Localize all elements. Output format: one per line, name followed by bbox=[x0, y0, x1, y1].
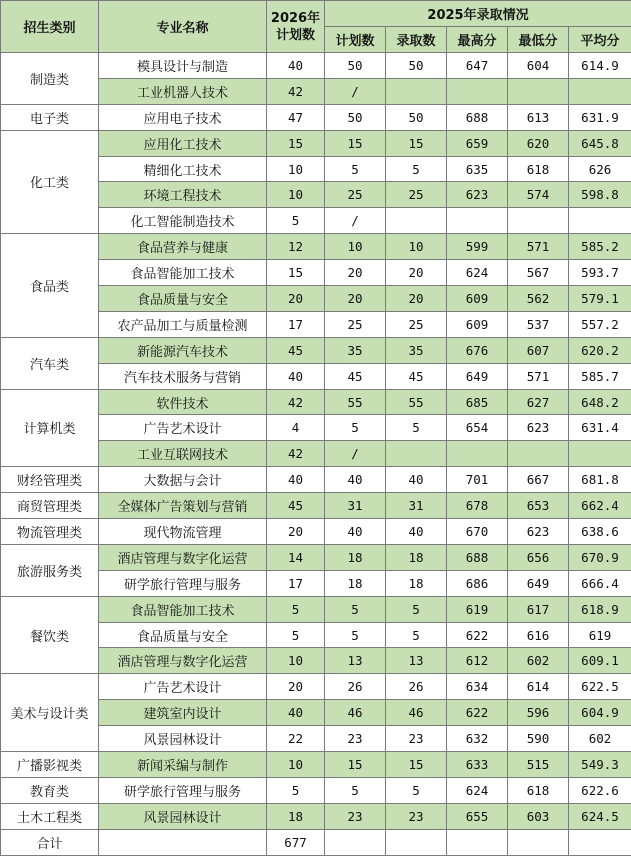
admitted-cell: 25 bbox=[386, 311, 447, 337]
min-score-cell: 613 bbox=[508, 104, 569, 130]
avg-score-cell: 670.9 bbox=[569, 544, 631, 570]
avg-score-cell: 638.6 bbox=[569, 519, 631, 545]
min-score-cell: 571 bbox=[508, 363, 569, 389]
plan-2026-cell: 45 bbox=[267, 337, 325, 363]
total-empty-cell bbox=[569, 829, 631, 855]
plan-2025-cell: 5 bbox=[325, 415, 386, 441]
major-cell: 模具设计与制造 bbox=[99, 53, 267, 79]
max-score-cell: 609 bbox=[447, 311, 508, 337]
major-cell: 研学旅行管理与服务 bbox=[99, 777, 267, 803]
avg-score-cell bbox=[569, 78, 631, 104]
plan-2025-cell: 50 bbox=[325, 104, 386, 130]
major-cell: 应用电子技术 bbox=[99, 104, 267, 130]
plan-2025-cell: 5 bbox=[325, 596, 386, 622]
max-score-cell: 599 bbox=[447, 234, 508, 260]
min-score-cell: 656 bbox=[508, 544, 569, 570]
plan-2026-cell: 10 bbox=[267, 648, 325, 674]
min-score-cell: 596 bbox=[508, 700, 569, 726]
major-cell: 食品智能加工技术 bbox=[99, 596, 267, 622]
max-score-cell: 634 bbox=[447, 674, 508, 700]
min-score-cell: 515 bbox=[508, 752, 569, 778]
max-score-cell: 655 bbox=[447, 803, 508, 829]
max-score-cell: 654 bbox=[447, 415, 508, 441]
admitted-cell: 15 bbox=[386, 130, 447, 156]
major-cell: 广告艺术设计 bbox=[99, 674, 267, 700]
avg-score-cell: 626 bbox=[569, 156, 631, 182]
avg-score-cell: 631.4 bbox=[569, 415, 631, 441]
min-score-cell: 590 bbox=[508, 726, 569, 752]
min-score-cell: 602 bbox=[508, 648, 569, 674]
max-score-cell: 676 bbox=[447, 337, 508, 363]
plan-2025-cell: 45 bbox=[325, 363, 386, 389]
table-row bbox=[1, 519, 631, 545]
plan-2026-cell: 45 bbox=[267, 493, 325, 519]
avg-score-cell: 631.9 bbox=[569, 104, 631, 130]
major-cell: 食品营养与健康 bbox=[99, 234, 267, 260]
admitted-cell: 35 bbox=[386, 337, 447, 363]
total-empty-cell bbox=[386, 829, 447, 855]
admitted-cell: 23 bbox=[386, 803, 447, 829]
plan-2026-cell: 15 bbox=[267, 130, 325, 156]
max-score-cell: 622 bbox=[447, 622, 508, 648]
min-score-cell bbox=[508, 441, 569, 467]
avg-score-cell: 598.8 bbox=[569, 182, 631, 208]
min-score-cell: 667 bbox=[508, 467, 569, 493]
min-score-cell: 604 bbox=[508, 53, 569, 79]
plan-2026-cell: 40 bbox=[267, 467, 325, 493]
table-row bbox=[1, 674, 631, 700]
avg-score-cell bbox=[569, 441, 631, 467]
major-cell: 汽车技术服务与营销 bbox=[99, 363, 267, 389]
total-empty-cell bbox=[99, 829, 267, 855]
plan-2026-cell: 18 bbox=[267, 803, 325, 829]
total-empty-cell bbox=[508, 829, 569, 855]
major-cell: 精细化工技术 bbox=[99, 156, 267, 182]
plan-2026-cell: 42 bbox=[267, 78, 325, 104]
major-cell: 应用化工技术 bbox=[99, 130, 267, 156]
min-score-cell: 653 bbox=[508, 493, 569, 519]
min-score-cell: 567 bbox=[508, 260, 569, 286]
admitted-cell: 5 bbox=[386, 415, 447, 441]
min-score-cell: 616 bbox=[508, 622, 569, 648]
admitted-cell: 13 bbox=[386, 648, 447, 674]
max-score-cell bbox=[447, 208, 508, 234]
plan-2026-cell: 42 bbox=[267, 389, 325, 415]
table-row bbox=[1, 130, 631, 156]
avg-score-cell: 549.3 bbox=[569, 752, 631, 778]
major-cell: 化工智能制造技术 bbox=[99, 208, 267, 234]
major-cell: 研学旅行管理与服务 bbox=[99, 570, 267, 596]
max-score-cell: 622 bbox=[447, 700, 508, 726]
major-cell: 广告艺术设计 bbox=[99, 415, 267, 441]
major-cell: 环境工程技术 bbox=[99, 182, 267, 208]
table-row bbox=[1, 777, 631, 803]
plan-2026-cell: 12 bbox=[267, 234, 325, 260]
max-score-cell: 688 bbox=[447, 104, 508, 130]
min-score-cell bbox=[508, 78, 569, 104]
category-cell: 电子类 bbox=[1, 104, 99, 130]
avg-score-cell: 602 bbox=[569, 726, 631, 752]
category-cell: 化工类 bbox=[1, 130, 99, 234]
plan-2026-cell: 4 bbox=[267, 415, 325, 441]
admitted-cell: 15 bbox=[386, 752, 447, 778]
major-cell: 建筑室内设计 bbox=[99, 700, 267, 726]
plan-2025-cell: 5 bbox=[325, 777, 386, 803]
max-score-cell: 647 bbox=[447, 53, 508, 79]
avg-score-cell: 618.9 bbox=[569, 596, 631, 622]
max-score-cell: 624 bbox=[447, 260, 508, 286]
header-category: 招生类别 bbox=[1, 1, 99, 53]
header-major: 专业名称 bbox=[99, 1, 267, 53]
avg-score-cell: 593.7 bbox=[569, 260, 631, 286]
plan-2025-cell: 18 bbox=[325, 570, 386, 596]
plan-2025-cell: 25 bbox=[325, 182, 386, 208]
admitted-cell: 10 bbox=[386, 234, 447, 260]
max-score-cell: 635 bbox=[447, 156, 508, 182]
admitted-cell: 26 bbox=[386, 674, 447, 700]
major-cell: 酒店管理与数字化运营 bbox=[99, 544, 267, 570]
avg-score-cell: 609.1 bbox=[569, 648, 631, 674]
plan-2025-cell: 46 bbox=[325, 700, 386, 726]
plan-2025-cell: 20 bbox=[325, 286, 386, 312]
major-cell: 全媒体广告策划与营销 bbox=[99, 493, 267, 519]
admitted-cell bbox=[386, 441, 447, 467]
category-cell: 财经管理类 bbox=[1, 467, 99, 493]
plan-2025-cell: 5 bbox=[325, 622, 386, 648]
avg-score-cell: 619 bbox=[569, 622, 631, 648]
plan-2026-cell: 17 bbox=[267, 570, 325, 596]
max-score-cell: 632 bbox=[447, 726, 508, 752]
table-row bbox=[1, 389, 631, 415]
max-score-cell: 623 bbox=[447, 182, 508, 208]
total-empty-cell bbox=[325, 829, 386, 855]
min-score-cell: 574 bbox=[508, 182, 569, 208]
min-score-cell: 614 bbox=[508, 674, 569, 700]
table-body bbox=[1, 53, 631, 856]
admitted-cell: 18 bbox=[386, 544, 447, 570]
major-cell: 食品质量与安全 bbox=[99, 622, 267, 648]
min-score-cell: 623 bbox=[508, 519, 569, 545]
plan-2026-cell: 15 bbox=[267, 260, 325, 286]
plan-2026-cell: 22 bbox=[267, 726, 325, 752]
max-score-cell bbox=[447, 441, 508, 467]
plan-2025-cell: 25 bbox=[325, 311, 386, 337]
plan-2025-cell: 5 bbox=[325, 156, 386, 182]
table-row bbox=[1, 337, 631, 363]
table-row bbox=[1, 104, 631, 130]
max-score-cell: 678 bbox=[447, 493, 508, 519]
admitted-cell: 5 bbox=[386, 777, 447, 803]
category-cell: 制造类 bbox=[1, 53, 99, 105]
major-cell: 食品质量与安全 bbox=[99, 286, 267, 312]
plan-2025-cell: 23 bbox=[325, 726, 386, 752]
min-score-cell: 620 bbox=[508, 130, 569, 156]
admitted-cell bbox=[386, 78, 447, 104]
table-row bbox=[1, 53, 631, 79]
header-min-score: 最低分 bbox=[508, 27, 569, 53]
max-score-cell: 633 bbox=[447, 752, 508, 778]
avg-score-cell: 585.7 bbox=[569, 363, 631, 389]
avg-score-cell: 624.5 bbox=[569, 803, 631, 829]
avg-score-cell: 622.6 bbox=[569, 777, 631, 803]
plan-2026-cell: 40 bbox=[267, 700, 325, 726]
plan-2026-cell: 10 bbox=[267, 752, 325, 778]
major-cell: 现代物流管理 bbox=[99, 519, 267, 545]
category-cell: 广播影视类 bbox=[1, 752, 99, 778]
table-row bbox=[1, 596, 631, 622]
avg-score-cell: 620.2 bbox=[569, 337, 631, 363]
header-admitted: 录取数 bbox=[386, 27, 447, 53]
plan-2025-cell: 40 bbox=[325, 467, 386, 493]
plan-2025-cell: 35 bbox=[325, 337, 386, 363]
avg-score-cell: 645.8 bbox=[569, 130, 631, 156]
table-row bbox=[1, 234, 631, 260]
plan-2026-cell: 5 bbox=[267, 596, 325, 622]
max-score-cell bbox=[447, 78, 508, 104]
major-cell: 大数据与会计 bbox=[99, 467, 267, 493]
plan-2025-cell: 15 bbox=[325, 130, 386, 156]
total-label: 合计 bbox=[1, 829, 99, 855]
table-row bbox=[1, 803, 631, 829]
plan-2026-cell: 5 bbox=[267, 622, 325, 648]
table-row bbox=[1, 544, 631, 570]
category-cell: 土木工程类 bbox=[1, 803, 99, 829]
max-score-cell: 649 bbox=[447, 363, 508, 389]
max-score-cell: 612 bbox=[447, 648, 508, 674]
total-plan-2026: 677 bbox=[267, 829, 325, 855]
min-score-cell: 618 bbox=[508, 156, 569, 182]
major-cell: 风景园林设计 bbox=[99, 726, 267, 752]
plan-2025-cell: 50 bbox=[325, 53, 386, 79]
max-score-cell: 685 bbox=[447, 389, 508, 415]
plan-2025-cell: / bbox=[325, 208, 386, 234]
table-row bbox=[1, 493, 631, 519]
plan-2026-cell: 10 bbox=[267, 182, 325, 208]
plan-2026-cell: 40 bbox=[267, 53, 325, 79]
plan-2026-cell: 42 bbox=[267, 441, 325, 467]
admitted-cell: 5 bbox=[386, 156, 447, 182]
max-score-cell: 688 bbox=[447, 544, 508, 570]
admitted-cell: 45 bbox=[386, 363, 447, 389]
category-cell: 美术与设计类 bbox=[1, 674, 99, 752]
admitted-cell: 46 bbox=[386, 700, 447, 726]
plan-2026-cell: 40 bbox=[267, 363, 325, 389]
avg-score-cell: 666.4 bbox=[569, 570, 631, 596]
admitted-cell: 50 bbox=[386, 104, 447, 130]
header-max-score: 最高分 bbox=[447, 27, 508, 53]
plan-2026-cell: 20 bbox=[267, 674, 325, 700]
avg-score-cell: 604.9 bbox=[569, 700, 631, 726]
min-score-cell: 607 bbox=[508, 337, 569, 363]
plan-2025-cell: 40 bbox=[325, 519, 386, 545]
max-score-cell: 619 bbox=[447, 596, 508, 622]
max-score-cell: 659 bbox=[447, 130, 508, 156]
avg-score-cell: 579.1 bbox=[569, 286, 631, 312]
avg-score-cell: 648.2 bbox=[569, 389, 631, 415]
total-empty-cell bbox=[447, 829, 508, 855]
plan-2026-cell: 10 bbox=[267, 156, 325, 182]
plan-2026-cell: 20 bbox=[267, 519, 325, 545]
plan-2025-cell: 18 bbox=[325, 544, 386, 570]
category-cell: 餐饮类 bbox=[1, 596, 99, 674]
avg-score-cell: 557.2 bbox=[569, 311, 631, 337]
min-score-cell: 618 bbox=[508, 777, 569, 803]
plan-2026-cell: 5 bbox=[267, 208, 325, 234]
header-plan-2026: 2026年 计划数 bbox=[267, 1, 325, 53]
admitted-cell: 18 bbox=[386, 570, 447, 596]
max-score-cell: 701 bbox=[447, 467, 508, 493]
major-cell: 工业机器人技术 bbox=[99, 78, 267, 104]
avg-score-cell: 662.4 bbox=[569, 493, 631, 519]
admitted-cell: 55 bbox=[386, 389, 447, 415]
min-score-cell: 627 bbox=[508, 389, 569, 415]
category-cell: 计算机类 bbox=[1, 389, 99, 467]
plan-2025-cell: 15 bbox=[325, 752, 386, 778]
avg-score-cell: 585.2 bbox=[569, 234, 631, 260]
min-score-cell: 623 bbox=[508, 415, 569, 441]
admitted-cell: 5 bbox=[386, 596, 447, 622]
category-cell: 教育类 bbox=[1, 777, 99, 803]
plan-2025-cell: 20 bbox=[325, 260, 386, 286]
min-score-cell: 571 bbox=[508, 234, 569, 260]
avg-score-cell: 622.5 bbox=[569, 674, 631, 700]
header-avg-score: 平均分 bbox=[569, 27, 631, 53]
table-row bbox=[1, 467, 631, 493]
admitted-cell: 31 bbox=[386, 493, 447, 519]
admitted-cell: 23 bbox=[386, 726, 447, 752]
major-cell: 新能源汽车技术 bbox=[99, 337, 267, 363]
min-score-cell: 603 bbox=[508, 803, 569, 829]
plan-2025-cell: 23 bbox=[325, 803, 386, 829]
header-admission-2025: 2025年录取情况 bbox=[325, 1, 631, 27]
category-cell: 旅游服务类 bbox=[1, 544, 99, 596]
max-score-cell: 670 bbox=[447, 519, 508, 545]
admitted-cell: 50 bbox=[386, 53, 447, 79]
admitted-cell: 40 bbox=[386, 467, 447, 493]
avg-score-cell: 614.9 bbox=[569, 53, 631, 79]
major-cell: 工业互联网技术 bbox=[99, 441, 267, 467]
min-score-cell bbox=[508, 208, 569, 234]
total-row bbox=[1, 829, 631, 855]
major-cell: 风景园林设计 bbox=[99, 803, 267, 829]
plan-2025-cell: / bbox=[325, 78, 386, 104]
max-score-cell: 609 bbox=[447, 286, 508, 312]
major-cell: 食品智能加工技术 bbox=[99, 260, 267, 286]
plan-2026-cell: 47 bbox=[267, 104, 325, 130]
admitted-cell: 20 bbox=[386, 286, 447, 312]
avg-score-cell bbox=[569, 208, 631, 234]
plan-2025-cell: / bbox=[325, 441, 386, 467]
category-cell: 商贸管理类 bbox=[1, 493, 99, 519]
min-score-cell: 649 bbox=[508, 570, 569, 596]
max-score-cell: 686 bbox=[447, 570, 508, 596]
admitted-cell: 5 bbox=[386, 622, 447, 648]
category-cell: 物流管理类 bbox=[1, 519, 99, 545]
category-cell: 食品类 bbox=[1, 234, 99, 338]
admitted-cell: 20 bbox=[386, 260, 447, 286]
avg-score-cell: 681.8 bbox=[569, 467, 631, 493]
major-cell: 软件技术 bbox=[99, 389, 267, 415]
plan-2025-cell: 26 bbox=[325, 674, 386, 700]
min-score-cell: 617 bbox=[508, 596, 569, 622]
major-cell: 新闻采编与制作 bbox=[99, 752, 267, 778]
min-score-cell: 537 bbox=[508, 311, 569, 337]
header-plan-2025: 计划数 bbox=[325, 27, 386, 53]
major-cell: 酒店管理与数字化运营 bbox=[99, 648, 267, 674]
plan-2025-cell: 13 bbox=[325, 648, 386, 674]
admitted-cell: 25 bbox=[386, 182, 447, 208]
plan-2025-cell: 31 bbox=[325, 493, 386, 519]
admitted-cell: 40 bbox=[386, 519, 447, 545]
plan-2026-cell: 17 bbox=[267, 311, 325, 337]
category-cell: 汽车类 bbox=[1, 337, 99, 389]
table-row bbox=[1, 752, 631, 778]
plan-2026-cell: 20 bbox=[267, 286, 325, 312]
plan-2025-cell: 10 bbox=[325, 234, 386, 260]
major-cell: 农产品加工与质量检测 bbox=[99, 311, 267, 337]
plan-2026-cell: 14 bbox=[267, 544, 325, 570]
plan-2025-cell: 55 bbox=[325, 389, 386, 415]
min-score-cell: 562 bbox=[508, 286, 569, 312]
max-score-cell: 624 bbox=[447, 777, 508, 803]
plan-2026-cell: 5 bbox=[267, 777, 325, 803]
admitted-cell bbox=[386, 208, 447, 234]
